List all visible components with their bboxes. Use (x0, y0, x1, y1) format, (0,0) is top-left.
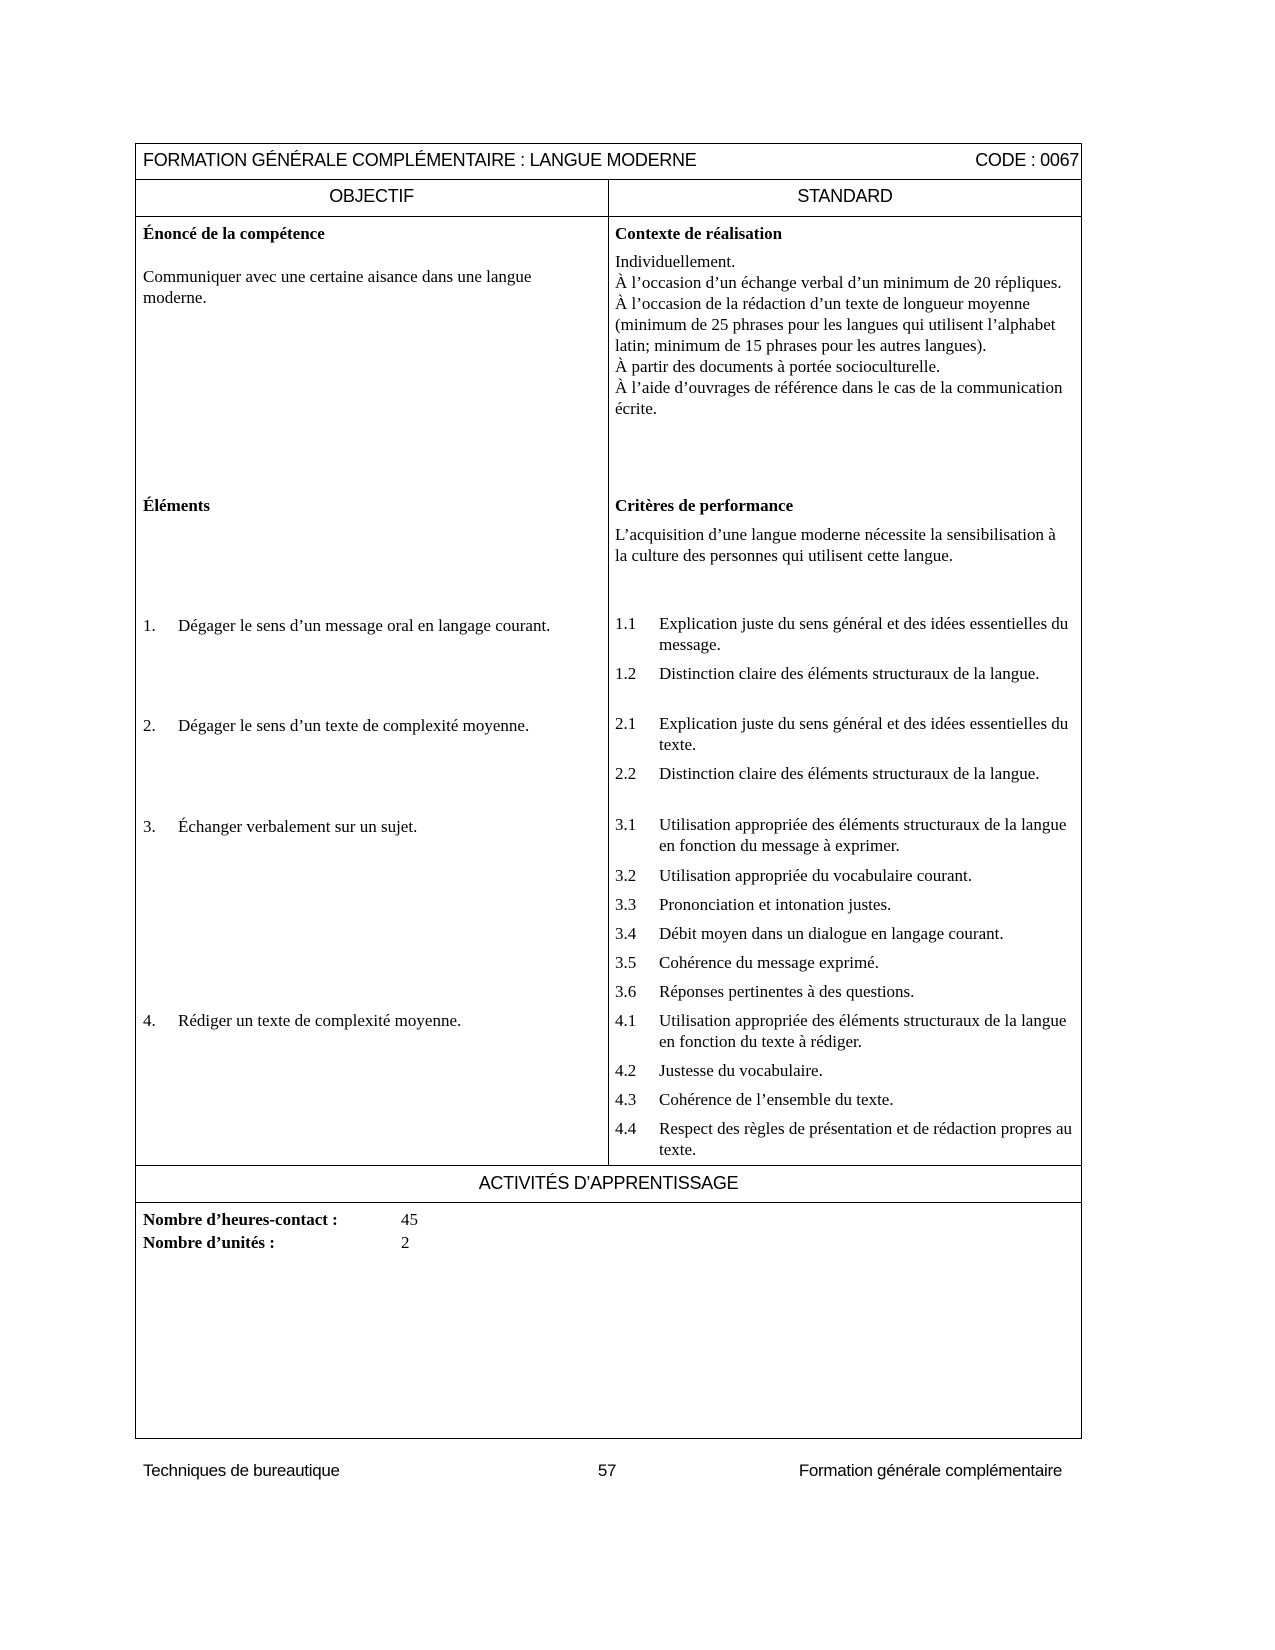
contexte-line: À partir des documents à portée socioculturelle. (615, 357, 941, 376)
criterion-number: 4.2 (615, 1061, 637, 1080)
criterion-number: 2.2 (615, 764, 637, 783)
column-standard: STANDARD (797, 186, 893, 206)
contexte-line: À l’aide d’ouvrages de référence dans le cas de la communication écrite. (615, 378, 1063, 418)
unites-label: Nombre d’unités : (143, 1233, 275, 1252)
activites-heading: ACTIVITÉS D’APPRENTISSAGE (478, 1173, 739, 1193)
enonce-text: Communiquer avec une certaine aisance dans une langue moderne. (143, 267, 532, 307)
criterion-text: Utilisation appropriée des éléments structuraux de la langue en fonction du texte à rédiger. (659, 1011, 1067, 1051)
element-text: Échanger verbalement sur un sujet. (178, 817, 418, 836)
criterion-number: 3.4 (615, 924, 637, 943)
criterion-number: 4.3 (615, 1090, 637, 1109)
code-label: CODE : 0067 (975, 150, 1079, 170)
criterion-text: Utilisation appropriée des éléments structuraux de la langue en fonction du message à exprimer. (659, 815, 1067, 855)
criterion-text: Utilisation appropriée du vocabulaire courant. (659, 866, 972, 885)
footer-right: Formation générale complémentaire (798, 1461, 1062, 1480)
criterion-number: 3.6 (615, 982, 637, 1001)
criterion-number: 3.2 (615, 866, 637, 885)
criterion-number: 4.1 (615, 1011, 637, 1030)
criterion-text: Explication juste du sens général et des idées essentielles du texte. (659, 714, 1069, 754)
criterion-text: Distinction claire des éléments structuraux de la langue. (659, 764, 1040, 783)
criterion-number: 4.4 (615, 1119, 637, 1138)
unites-value: 2 (401, 1233, 410, 1252)
contexte-line: Individuellement. (615, 252, 736, 271)
contexte-line: À l’occasion de la rédaction d’un texte de longueur moyenne (minimum de 25 phrases pour les langues qui utilisent l’alphabet latin; minimum de 15 phrases pour les autres langues). (615, 294, 1056, 355)
criterion-number: 2.1 (615, 714, 637, 733)
enonce-heading: Énoncé de la compétence (143, 224, 325, 243)
column-objectif: OBJECTIF (329, 186, 414, 206)
elements-heading: Éléments (143, 496, 211, 515)
column-divider (608, 179, 609, 1165)
element-number: 4. (143, 1011, 156, 1030)
heures-value: 45 (401, 1210, 418, 1229)
criterion-text: Cohérence de l’ensemble du texte. (659, 1090, 894, 1109)
criteres-heading: Critères de performance (615, 496, 794, 515)
divider (135, 1202, 1082, 1203)
element-text: Rédiger un texte de complexité moyenne. (178, 1011, 462, 1030)
element-number: 3. (143, 817, 156, 836)
element-number: 1. (143, 616, 156, 635)
contexte-line: À l’occasion d’un échange verbal d’un minimum de 20 répliques. (615, 273, 1062, 292)
criterion-text: Respect des règles de présentation et de rédaction propres au texte. (659, 1119, 1073, 1159)
criterion-number: 1.2 (615, 664, 637, 683)
heures-label: Nombre d’heures-contact : (143, 1210, 338, 1229)
table-title: FORMATION GÉNÉRALE COMPLÉMENTAIRE : LANGUE MODERNE (143, 150, 697, 170)
criterion-text: Justesse du vocabulaire. (659, 1061, 823, 1080)
criterion-text: Explication juste du sens général et des idées essentielles du message. (659, 614, 1069, 654)
criterion-number: 3.5 (615, 953, 637, 972)
criterion-number: 3.1 (615, 815, 637, 834)
contexte-heading: Contexte de réalisation (615, 224, 783, 243)
criterion-number: 3.3 (615, 895, 637, 914)
page-number: 57 (597, 1461, 617, 1480)
footer-left: Techniques de bureautique (143, 1461, 340, 1480)
criterion-text: Prononciation et intonation justes. (659, 895, 892, 914)
criterion-text: Distinction claire des éléments structuraux de la langue. (659, 664, 1040, 683)
element-text: Dégager le sens d’un texte de complexité moyenne. (178, 716, 530, 735)
element-number: 2. (143, 716, 156, 735)
criterion-text: Cohérence du message exprimé. (659, 953, 879, 972)
divider (135, 1165, 1082, 1166)
criterion-number: 1.1 (615, 614, 637, 633)
criteres-intro: L’acquisition d’une langue moderne nécessite la sensibilisation à la culture des personnes qui utilisent cette langue. (615, 525, 1056, 565)
contexte-list (615, 251, 1075, 419)
element-text: Dégager le sens d’un message oral en langage courant. (178, 616, 551, 635)
criterion-text: Réponses pertinentes à des questions. (659, 982, 915, 1001)
criterion-text: Débit moyen dans un dialogue en langage courant. (659, 924, 1004, 943)
